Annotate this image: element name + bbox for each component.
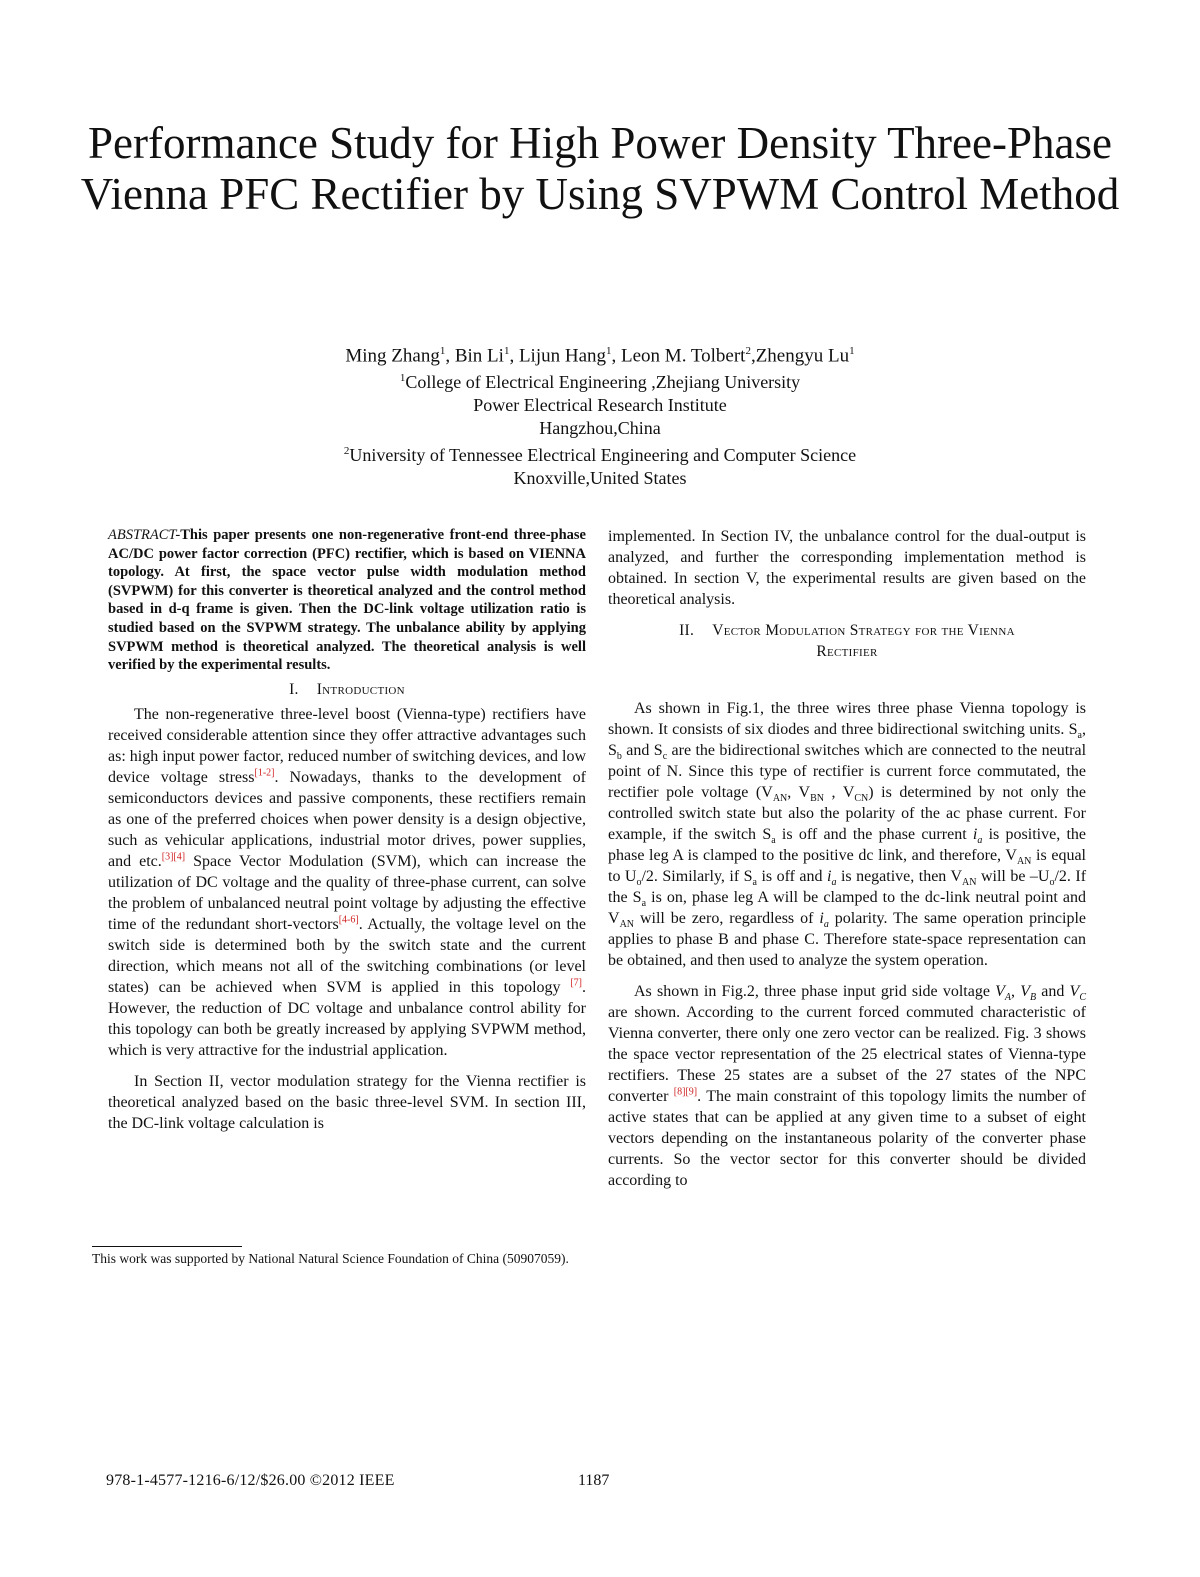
footnote: This work was supported by National Natural Science Foundation of China (50907059).: [92, 1251, 569, 1266]
author-affiliation-mark: 1: [849, 345, 855, 357]
author-block: [200, 340, 1000, 490]
left-column: [108, 526, 586, 1134]
paragraph: As shown in Fig.1, the three wires three phase Vienna topology is shown. It consists of six diodes and three bidirectional switching units. $S_a$, $S_b$ and $S_c$ are the bidirectional switches which are connected to the neutral point of N. Since this type of rectifier is current force commutated, the rectifier pole voltage ($V_{AN}$, $V_{BN}$ , $V_{CN}$) is determined by not only the controlled switch state but also the polarity of the ac phase current. For example, if the switch $S_a$ is off and the phase current $i_a$ is positive, the phase leg A is clamped to the positive dc link, and therefore, $V_{AN}$ is equal to $U_o/2$. Similarly, if $S_a$ is off and $i_a$ is negative, then $V_{AN}$ will be $-U_o/2$. If the $S_a$ is on, phase leg A will be clamped to the dc-link neutral point and $V_{AN}$ will be zero, regardless of $i_a$ polarity. The same operation principle applies to phase B and phase C. Therefore state-space representation can be obtained, and then used to analyze the system operation.: [608, 700, 1087, 969]
author-affiliation-mark: 1: [606, 345, 612, 357]
affiliation-line: $^2$University of Tennessee Electrical Engineering and Computer Science: [343, 445, 857, 466]
author-affiliation-mark: 2: [745, 345, 751, 357]
section-heading: I. Introduction: [289, 680, 405, 698]
footnote-divider: [92, 1246, 242, 1247]
author-name: Lijun Hang: [518, 345, 607, 367]
author-name: Ming Zhang: [345, 345, 440, 367]
citation: [8][9]: [673, 1086, 698, 1098]
citation: [4-6]: [338, 914, 359, 926]
author-names: Ming Zhang$^1$, Bin Li$^1$, Lijun Hang$^1$, Leon M. Tolbert$^2$,Zhengyu Lu$^1$: [345, 345, 855, 367]
paragraph: The non-regenerative three-level boost (Vienna-type) rectifiers have received considerable attention since they offer attractive advantages such as: high input power factor, reduced number of switching devices, and low device voltage stress[1-2]. Nowadays, thanks to the development of semiconductors devices and passive components, these rectifiers remain as one of the preferred choices when power density is a design objective, such as vehicular applications, industrial motor drives, power supplies, and etc.[3][4] Space Vector Modulation (SVM), which can increase the utilization of DC voltage and the quality of three-phase current, can solve the problem of unbalanced neutral point voltage by adjusting the effective time of the redundant short-vectors[4-6]. Actually, the voltage level on the switch side is determined both by the switch state and the current direction, which means not all of the switching combinations (or level states) can be achieved when SVM is applied in this topology [7]. However, the reduction of DC voltage and unbalance control ability for this topology can both be greatly increased by applying SVPWM method, which is very attractive for the industrial application.: [108, 705, 587, 1059]
author-affiliation-mark: 1: [439, 345, 446, 357]
paragraph: In Section II, vector modulation strategy for the Vienna rectifier is theoretical analyzed based on the basic three-level SVM. In section III, the DC-link voltage calculation is: [108, 1072, 586, 1132]
abstract-text: This paper presents one non-regenerative front-end three-phase AC/DC power factor correction (PFC) rectifier, which is based on VIENNA topology. At first, the space vector pulse width modulation method (SVPWM) for this converter is theoretical analyzed and the control method based in d-q frame is given. Then the DC-link voltage utilization ratio is studied based on the SVPWM strategy. The unbalance ability by applying SVPWM method is theoretical analyzed. The theoretical analysis is well verified by the experimental results.: [108, 527, 586, 674]
affiliation-line: Power Electrical Research Institute: [473, 395, 727, 416]
section-heading-line2: Rectifier: [816, 643, 878, 660]
copyright-footer: 978-1-4577-1216-6/12/$26.00 ©2012 IEEE: [106, 1472, 395, 1489]
paragraph: implemented. In Section IV, the unbalance control for the dual-output is analyzed, and further the corresponding implementation method is obtained. In section V, the experimental results are given based on the theoretical analysis.: [608, 528, 1086, 608]
page-number: 1187: [578, 1472, 610, 1489]
abstract-label: ABSTRACT-: [108, 527, 181, 543]
author-name: Bin Li: [454, 345, 504, 367]
citation: [7]: [570, 977, 582, 989]
author-name: Leon M. Tolbert: [621, 345, 746, 367]
affiliation-line: Knoxville,United States: [513, 468, 687, 489]
paragraph: As shown in Fig.2, three phase input grid side voltage $V_A$, $V_B$ and $V_C$ are shown. According to the current forced commuted characteristic of Vienna converter, there only one zero vector can be realized. Fig. 3 shows the space vector representation of the 25 electrical states of Vienna-type rectifiers. These 25 states are a subset of the 27 states of the NPC converter [8][9]. The main constraint of this topology limits the number of active states that can be applied at any given time to a subset of eight vectors depending on the instantaneous polarity of the converter phase currents. So the vector sector for this converter should be divided according to: [608, 983, 1086, 1189]
citation: [3][4]: [161, 851, 186, 863]
affiliation-line: $^1$College of Electrical Engineering ,Zhejiang University: [399, 372, 801, 393]
affiliation-line: Hangzhou,China: [539, 418, 661, 439]
abstract: [108, 526, 586, 675]
section-heading: II. Vector Modulation Strategy for the Vienna: [679, 622, 1015, 639]
right-column: [608, 526, 1086, 1191]
paper-title: Performance Study for High Power Density Three-Phase Vienna PFC Rectifier by Using SVPWM Control Method: [80, 118, 1120, 219]
citation: [1-2]: [254, 767, 275, 779]
author-name: Zhengyu Lu: [755, 345, 850, 367]
author-affiliation-mark: 1: [503, 345, 510, 357]
